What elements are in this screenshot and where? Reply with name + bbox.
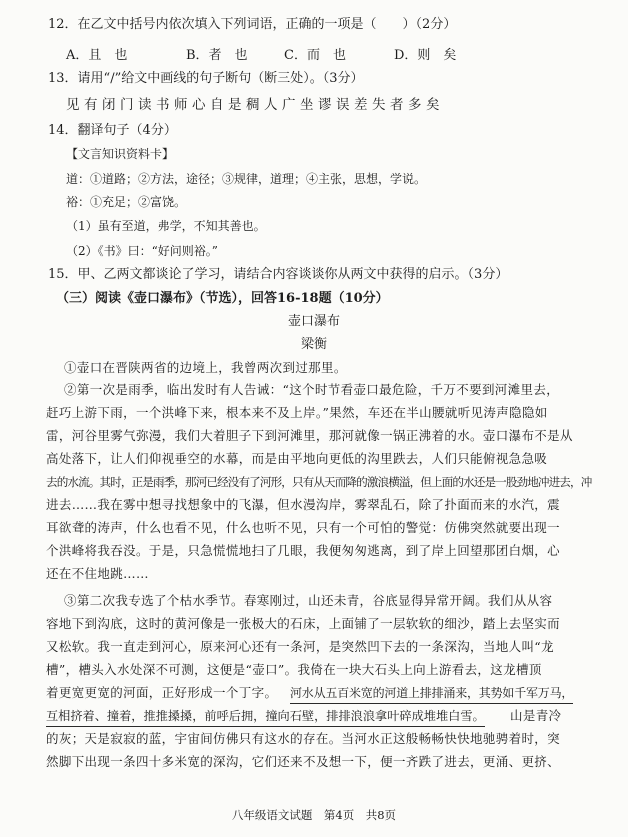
passage-title: 壶口瀑布 <box>287 314 340 329</box>
page-footer: 八年级语文试题 第4页 共8页 <box>231 808 397 822</box>
paragraph-2-line: 个洪峰将我吞没。于是，只急慌慌地扫了几眼，我便匆匆逃离，到了岸上回望那团白烟，心 <box>46 543 561 558</box>
knowledge-card-yu: 裕：①充足；②富饶。 <box>66 195 187 209</box>
q12-stem: 12．在乙文中括号内依次填入下列词语，正确的一项是（ ）（2分） <box>48 17 457 32</box>
paragraph-3-line: 然脚下出现一条四十多米宽的深沟，它们还来不及想一下，便一齐跌了进去，更涌、更挤、 <box>46 754 561 769</box>
paragraph-2-line: 进去……我在雾中想寻找想象中的飞瀑，但水漫沟岸，雾翠乱石，除了扑面而来的水汽，震 <box>46 497 561 512</box>
underlined-sentence: 互相挤着、撞着，推推搡搡，前呼后拥，撞向石壁，排排浪浪拿叶碎成堆堆白雪。 <box>46 707 485 727</box>
q13-sentence: 见有闭门读书师心自是稠人广坐谬误差失者多矣 <box>66 97 444 113</box>
q12-option-d: D．则 矣 <box>394 48 457 63</box>
paragraph-1: ①壶口在晋陕两省的边境上，我曾两次到过那里。 <box>64 360 347 375</box>
paragraph-3-line: 着更宽更宽的河面，正好形成一个丁字。 <box>46 685 278 700</box>
paragraph-2-line: 还在不住地跳…… <box>46 566 149 581</box>
paragraph-2-line: 高处落下，让人们仰视垂空的水幕，而是由平地向更低的沟里跌去，人们只能俯视急急吸 <box>46 451 548 466</box>
paragraph-3-line: 又松软。我一直走到河心，原来河心还有一条河，是突然凹下去的一条深沟，当地人叫“龙 <box>46 639 554 654</box>
paragraph-2-line: 耳欲聋的涛声，什么也看不见，什么也听不见，只有一个可怕的警觉：仿佛突然就要出现一 <box>46 520 561 535</box>
q13-stem: 13．请用“/”给文中画线的句子断句（断三处）。（3分） <box>48 71 364 86</box>
paragraph-3-line: 槽”，槽头入水处深不可测，这便是“壶口”。我倚在一块大石头上向上游看去，这龙槽顶 <box>46 662 542 677</box>
paragraph-2-line: 雷，河谷里雾气弥漫，我们大着胆子下到河滩里，那河就像一锅正沸着的水。壶口瀑布不是从 <box>46 428 573 443</box>
paragraph-3-line: 容地下到沟底，这时的黄河像是一张极大的石床，上面铺了一层软软的细沙，踏上去坚实而 <box>46 616 561 631</box>
paragraph-2-line: 赶巧上游下雨，一个洪峰下来，根本来不及上岸。”果然，车还在半山腰就听见涛声隐隐如 <box>46 405 548 420</box>
paragraph-3-line: ③第二次我专选了个枯水季节。春寒刚过，山还未青，谷底显得异常开阔。我们从从容 <box>64 593 553 608</box>
knowledge-card-dao: 道：①道路；②方法，途径；③规律，道理；④主张，思想，学说。 <box>66 172 427 186</box>
section-heading: （三）阅读《壶口瀑布》（节选），回答16-18题（10分） <box>56 291 389 306</box>
q12-option-c: C．而 也 <box>284 48 346 63</box>
q14-item-2: （2）《书》曰：“好问则裕。” <box>66 244 218 258</box>
q14-stem: 14．翻译句子（4分） <box>48 123 177 138</box>
q15-stem: 15．甲、乙两文都谈论了学习，请结合内容谈谈你从两文中获得的启示。（3分） <box>48 267 509 282</box>
q14-item-1: （1）虽有至道，弗学，不知其善也。 <box>66 219 266 233</box>
q12-option-a: A．且 也 <box>66 48 128 63</box>
underlined-sentence: 河水从五百米宽的河道上排排涌来，其势如千军万马， <box>290 684 573 704</box>
q12-option-b: B．者 也 <box>186 48 248 63</box>
paragraph-2-line: ②第一次是雨季，临出发时有人告诫：“这个时节看壶口最危险，千万不要到河滩里去， <box>64 382 560 397</box>
knowledge-card-title: 【文言知识资料卡】 <box>66 147 175 161</box>
passage-author: 梁衡 <box>300 337 327 352</box>
paragraph-3-line: 的灰；天是寂寂的蓝，宇宙间仿佛只有这水的存在。当河水正这般畅畅快快地驰骋着时，突 <box>46 731 561 746</box>
paragraph-3-line: 山是青冷 <box>510 708 562 723</box>
paragraph-2-line: 去的水流。其时，正是雨季，那河已经没有了河形，只有从天而降的激浪横溢，但上面的水还是一股劲地冲进去，冲 <box>46 475 592 489</box>
